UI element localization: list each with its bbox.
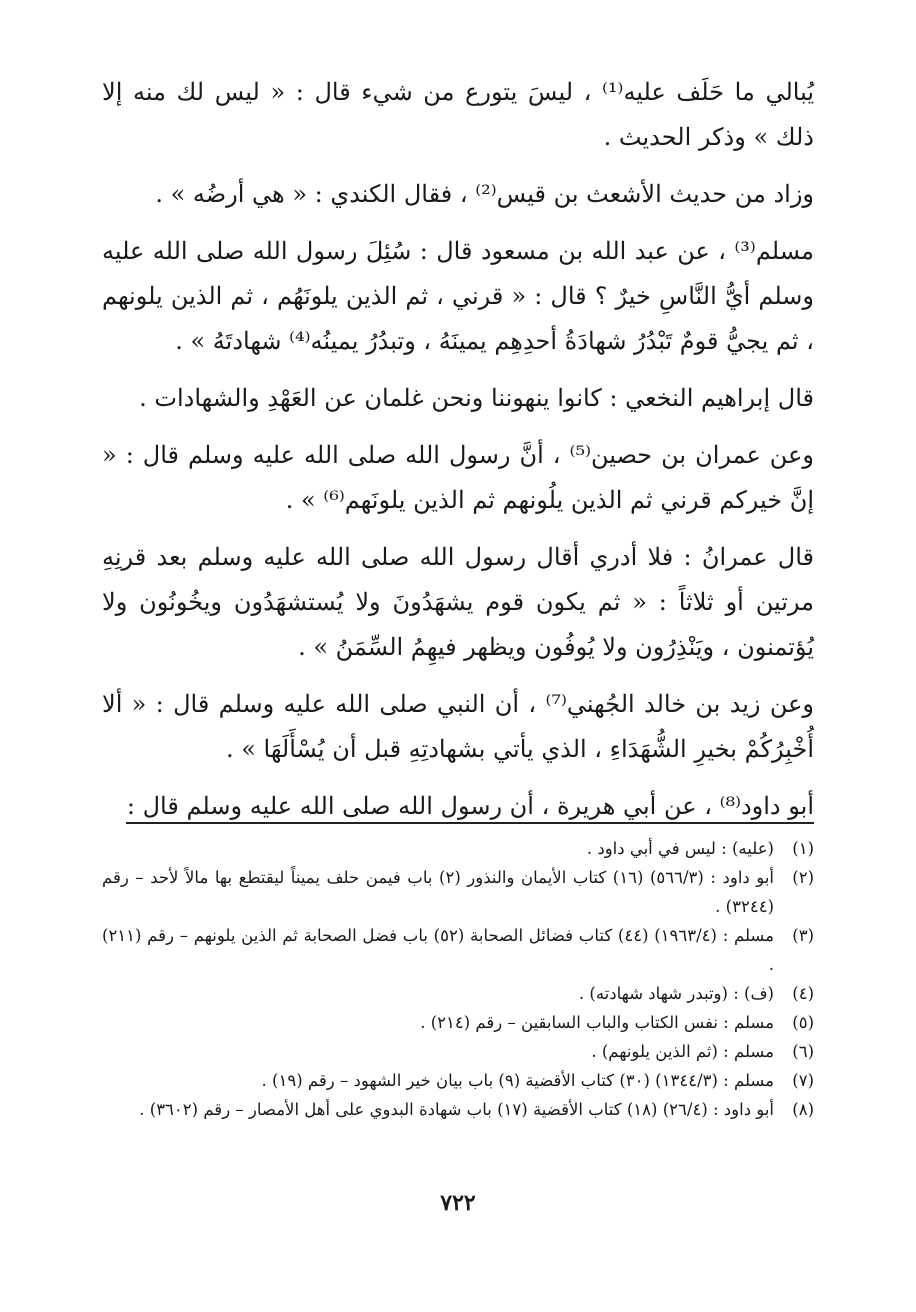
paragraph-2: وزاد من حديث الأشعث بن قيس⁽²⁾ ، فقال الكندي : « هي أرضُه » . [155, 180, 814, 208]
footnote-1 [102, 834, 814, 863]
footnote-text: أبو داود : (٥٦٦/٣) (١٦) كتاب الأيمان والنذور (٢) باب فيمن حلف يميناً ليقتطع بها مالاً لأحد – رقم (٣٢٤٤) . [102, 868, 775, 916]
footnote-number: (٥) [792, 1013, 814, 1032]
footnote-number: (١) [792, 839, 814, 858]
paragraph-4: قال إبراهيم النخعي : كانوا ينهوننا ونحن غلمان عن العَهْدِ والشهادات . [139, 384, 814, 412]
footnote-number: (٢) [792, 868, 814, 887]
paragraph-3: مسلم⁽³⁾ ، عن عبد الله بن مسعود قال : سُئِلَ رسول الله صلى الله عليه وسلم أيُّ النَّاسِ خيرٌ ؟ قال : « قرني ، ثم الذين يلونَهُم ، ثم الذين يلونهم ، ثم يجيُّ قومٌ تَبْدُرُ شهادَةُ أحدِهِم يمينَهُ ، وتبدُرُ يمينُه⁽⁴⁾ شهادتَهُ » . [102, 237, 814, 355]
paragraph-6: قال عمرانُ : فلا أدري أقال رسول الله صلى الله عليه وسلم بعد قرنِهِ مرتين أو ثلاثاً : « ثم يكون قوم يشهَدُونَ ولا يُستشهَدُون ويخُونُون ولا يُؤتمنون ، ويَنْذِرُون ولا يُوفُون ويظهر فيهِمُ السِّمَنُ » . [102, 543, 814, 661]
main-text [102, 70, 814, 841]
footnote-8 [102, 1095, 814, 1124]
footnote-4 [102, 979, 814, 1008]
footnote-text: أبو داود : (٢٦/٤) (١٨) كتاب الأقضية (١٧) باب شهادة البدوي على أهل الأمصار – رقم (٣٦٠٢) . [139, 1100, 774, 1119]
footnote-text: مسلم : (١٩٦٣/٤) (٤٤) كتاب فضائل الصحابة (٥٢) باب فضل الصحابة ثم الذين يلونهم – رقم (٢١١) . [102, 926, 774, 974]
paragraph-1: يُبالي ما حَلَف عليه⁽¹⁾ ، ليسَ يتورع من شيء قال : « ليس لك منه إلا ذلك » وذكر الحديث . [102, 78, 814, 151]
footnote-3 [102, 921, 814, 979]
footnote-number: (٦) [792, 1042, 814, 1061]
footnote-number: (٤) [792, 984, 814, 1003]
footnote-text: مسلم : نفس الكتاب والباب السابقين – رقم (٢١٤) . [420, 1013, 774, 1032]
paragraph-5: وعن عمران بن حصين⁽⁵⁾ ، أنَّ رسول الله صلى الله عليه وسلم قال : « إنَّ خيركم قرني ثم الذين يلُونهم ثم الذين يلونَهم⁽⁶⁾ » . [102, 441, 814, 514]
footnote-7 [102, 1066, 814, 1095]
footnote-text: (عليه) : ليس في أبي داود . [586, 839, 774, 858]
footnote-number: (٧) [792, 1071, 814, 1090]
footnote-number: (٣) [792, 926, 814, 945]
footnote-number: (٨) [792, 1100, 814, 1119]
footnote-5 [102, 1008, 814, 1037]
footnote-text: مسلم : (١٣٤٤/٣) (٣٠) كتاب الأقضية (٩) باب بيان خير الشهود – رقم (١٩) . [261, 1071, 774, 1090]
footnote-2 [102, 863, 814, 921]
footnote-text: مسلم : (ثم الذين يلونهم) . [591, 1042, 774, 1061]
footnotes [102, 834, 814, 1124]
footnote-divider [126, 822, 814, 824]
footnote-6 [102, 1037, 814, 1066]
paragraph-7: وعن زيد بن خالد الجُهني⁽⁷⁾ ، أن النبي صلى الله عليه وسلم قال : « ألا أُخْبِرُكُمْ بخيرِ الشُّهَدَاءِ ، الذي يأتي بشهادتِهِ قبل أن يُسْأَلَهَا » . [102, 690, 815, 763]
page-number: ٧٢٢ [440, 1190, 476, 1216]
footnote-text: (ف) : (وتبدر شهاد شهادته) . [578, 984, 774, 1003]
paragraph-8: أبو داود⁽⁸⁾ ، عن أبي هريرة ، أن رسول الله صلى الله عليه وسلم قال : [126, 792, 814, 820]
